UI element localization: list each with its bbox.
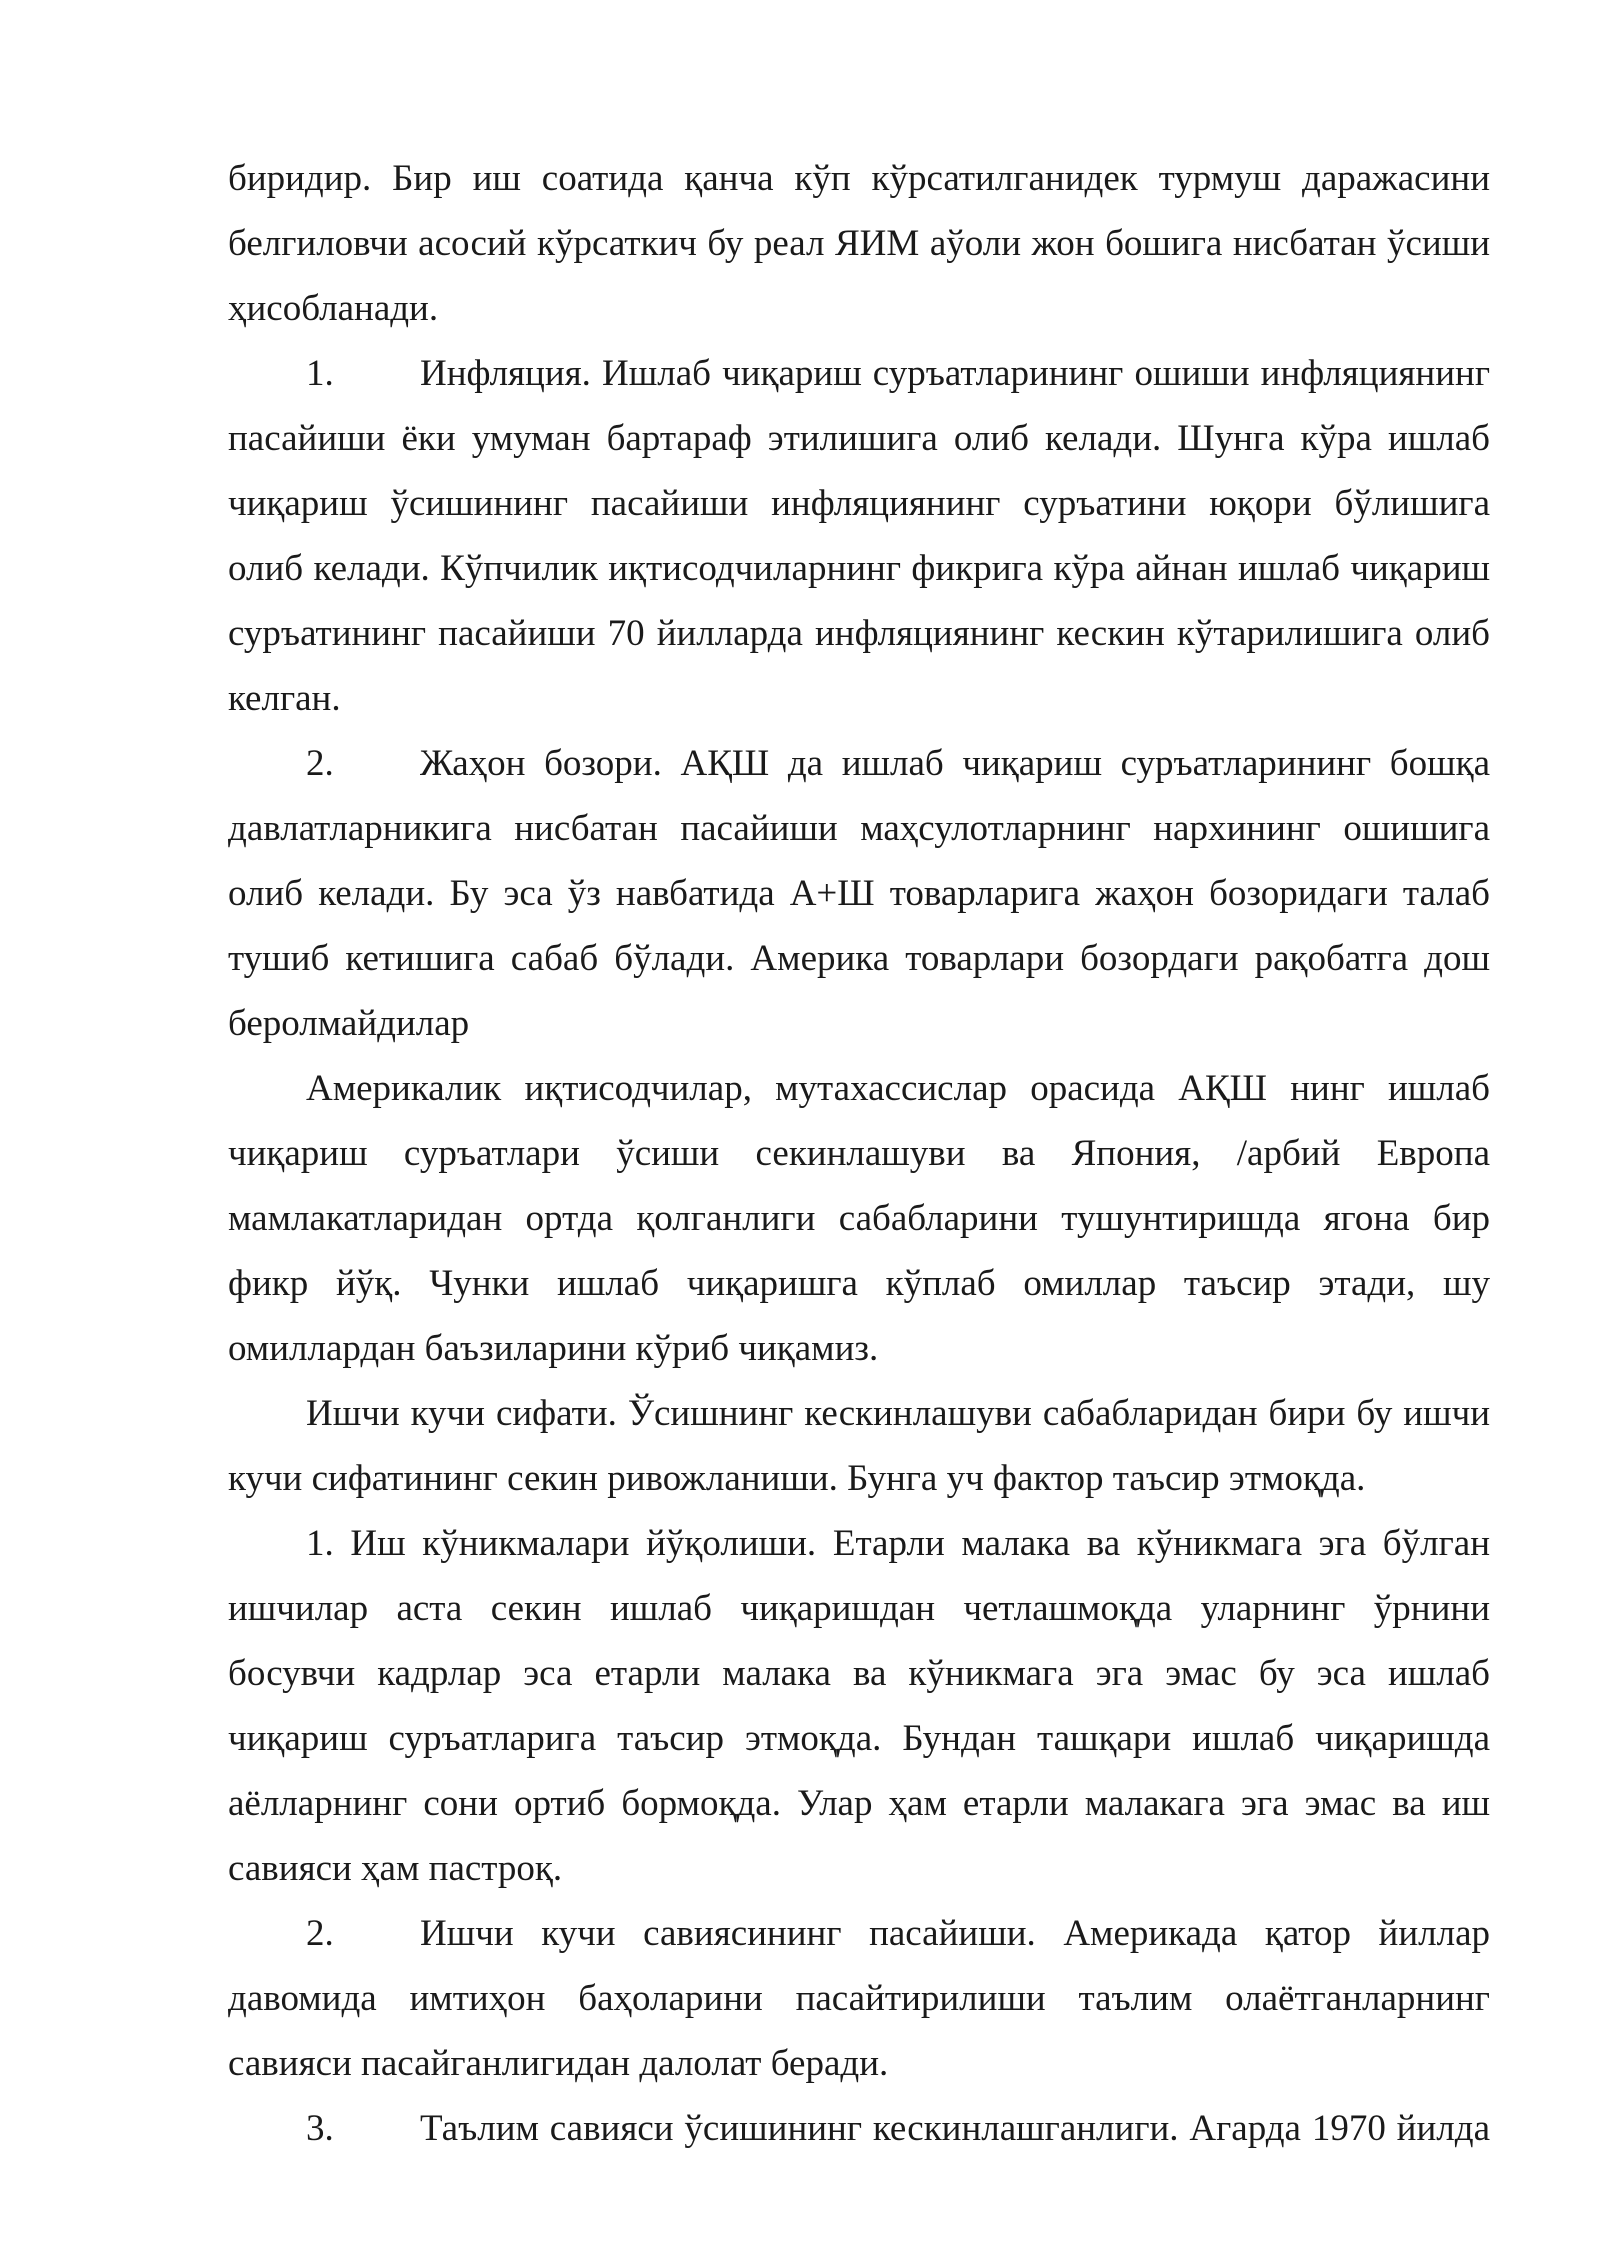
- paragraph-inflation: [228, 341, 1490, 731]
- paragraph-world-market: [228, 731, 1490, 1056]
- paragraph-text: Инфляция. Ишлаб чиқариш суръатларининг ошиши инфляциянинг пасайиши ёки умуман бартараф этилишига олиб келади. Шунга кўра ишлаб чиқариш ўсишининг пасайиши инфляциянинг суръатини юқори бўлишига олиб келади. Кўпчилик иқтисодчиларнинг фикрига кўра айнан ишлаб чиқариш суръатининг пасайиши 70 йилларда инфляциянинг кескин кўтарилишига олиб келган.: [228, 353, 1490, 719]
- list-number: 2.: [306, 743, 334, 784]
- paragraph-education-level: [228, 2096, 1490, 2161]
- paragraph-intro: биридир. Бир иш соатида қанча кўп кўрсатилганидек турмуш даражасини белгиловчи асосий кўрсаткич бу реал ЯИМ аўоли жон бошига нисбатан ўсиши ҳисобланади.: [228, 158, 1490, 329]
- list-number: 2.: [306, 1913, 334, 1954]
- paragraph-text: Таълим савияси ўсишининг кескинлашганлиги. Агарда 1970 йилда: [420, 2108, 1490, 2149]
- paragraph-labor-level: [228, 1901, 1490, 2096]
- paragraph-text: Ишчи кучи савиясининг пасайиши. Америкада қатор йиллар давомида имтиҳон баҳоларини пасайтирилиши таълим олаётганларнинг савияси пасайганлигидан далолат беради.: [228, 1913, 1490, 2084]
- paragraph-skills-loss: 1. Иш кўникмалари йўқолиши. Етарли малака ва кўникмага эга бўлган ишчилар аста секин ишлаб чиқаришдан четлашмоқда уларнинг ўрнини босувчи кадрлар эса етарли малака ва кўникмага эга эмас бу эса ишлаб чиқариш суръатларига таъсир этмоқда. Бундан ташқари ишлаб чиқаришда аёлларнинг сони ортиб бормоқда. Улар ҳам етарли малакага эга эмас ва иш савияси ҳам пастроқ.: [228, 1523, 1490, 1889]
- list-number: 3.: [306, 2108, 334, 2149]
- paragraph-economists: Америкалик иқтисодчилар, мутахассислар орасида АҚШ нинг ишлаб чиқариш суръатлари ўсиши секинлашуви ва Япония, /арбий Европа мамлакатларидан ортда қолганлиги сабабларини тушунтиришда ягона бир фикр йўқ. Чунки ишлаб чиқаришга кўплаб омиллар таъсир этади, шу омиллардан баъзиларини кўриб чиқамиз.: [228, 1068, 1490, 1369]
- paragraph-labor-quality: Ишчи кучи сифати. Ўсишнинг кескинлашуви сабабларидан бири бу ишчи кучи сифатининг секин ривожланиши. Бунга уч фактор таъсир этмоқда.: [228, 1393, 1490, 1499]
- list-number: 1.: [306, 353, 334, 394]
- paragraph-text: Жаҳон бозори. АҚШ да ишлаб чиқариш суръатларининг бошқа давлатларникига нисбатан пасайиши маҳсулотларнинг нархининг ошишига олиб келади. Бу эса ўз навбатида А+Ш товарларига жаҳон бозоридаги талаб тушиб кетишига сабаб бўлади. Америка товарлари бозордаги рақобатга дош беролмайдилар: [228, 743, 1490, 1044]
- document-page: [228, 146, 1490, 2161]
